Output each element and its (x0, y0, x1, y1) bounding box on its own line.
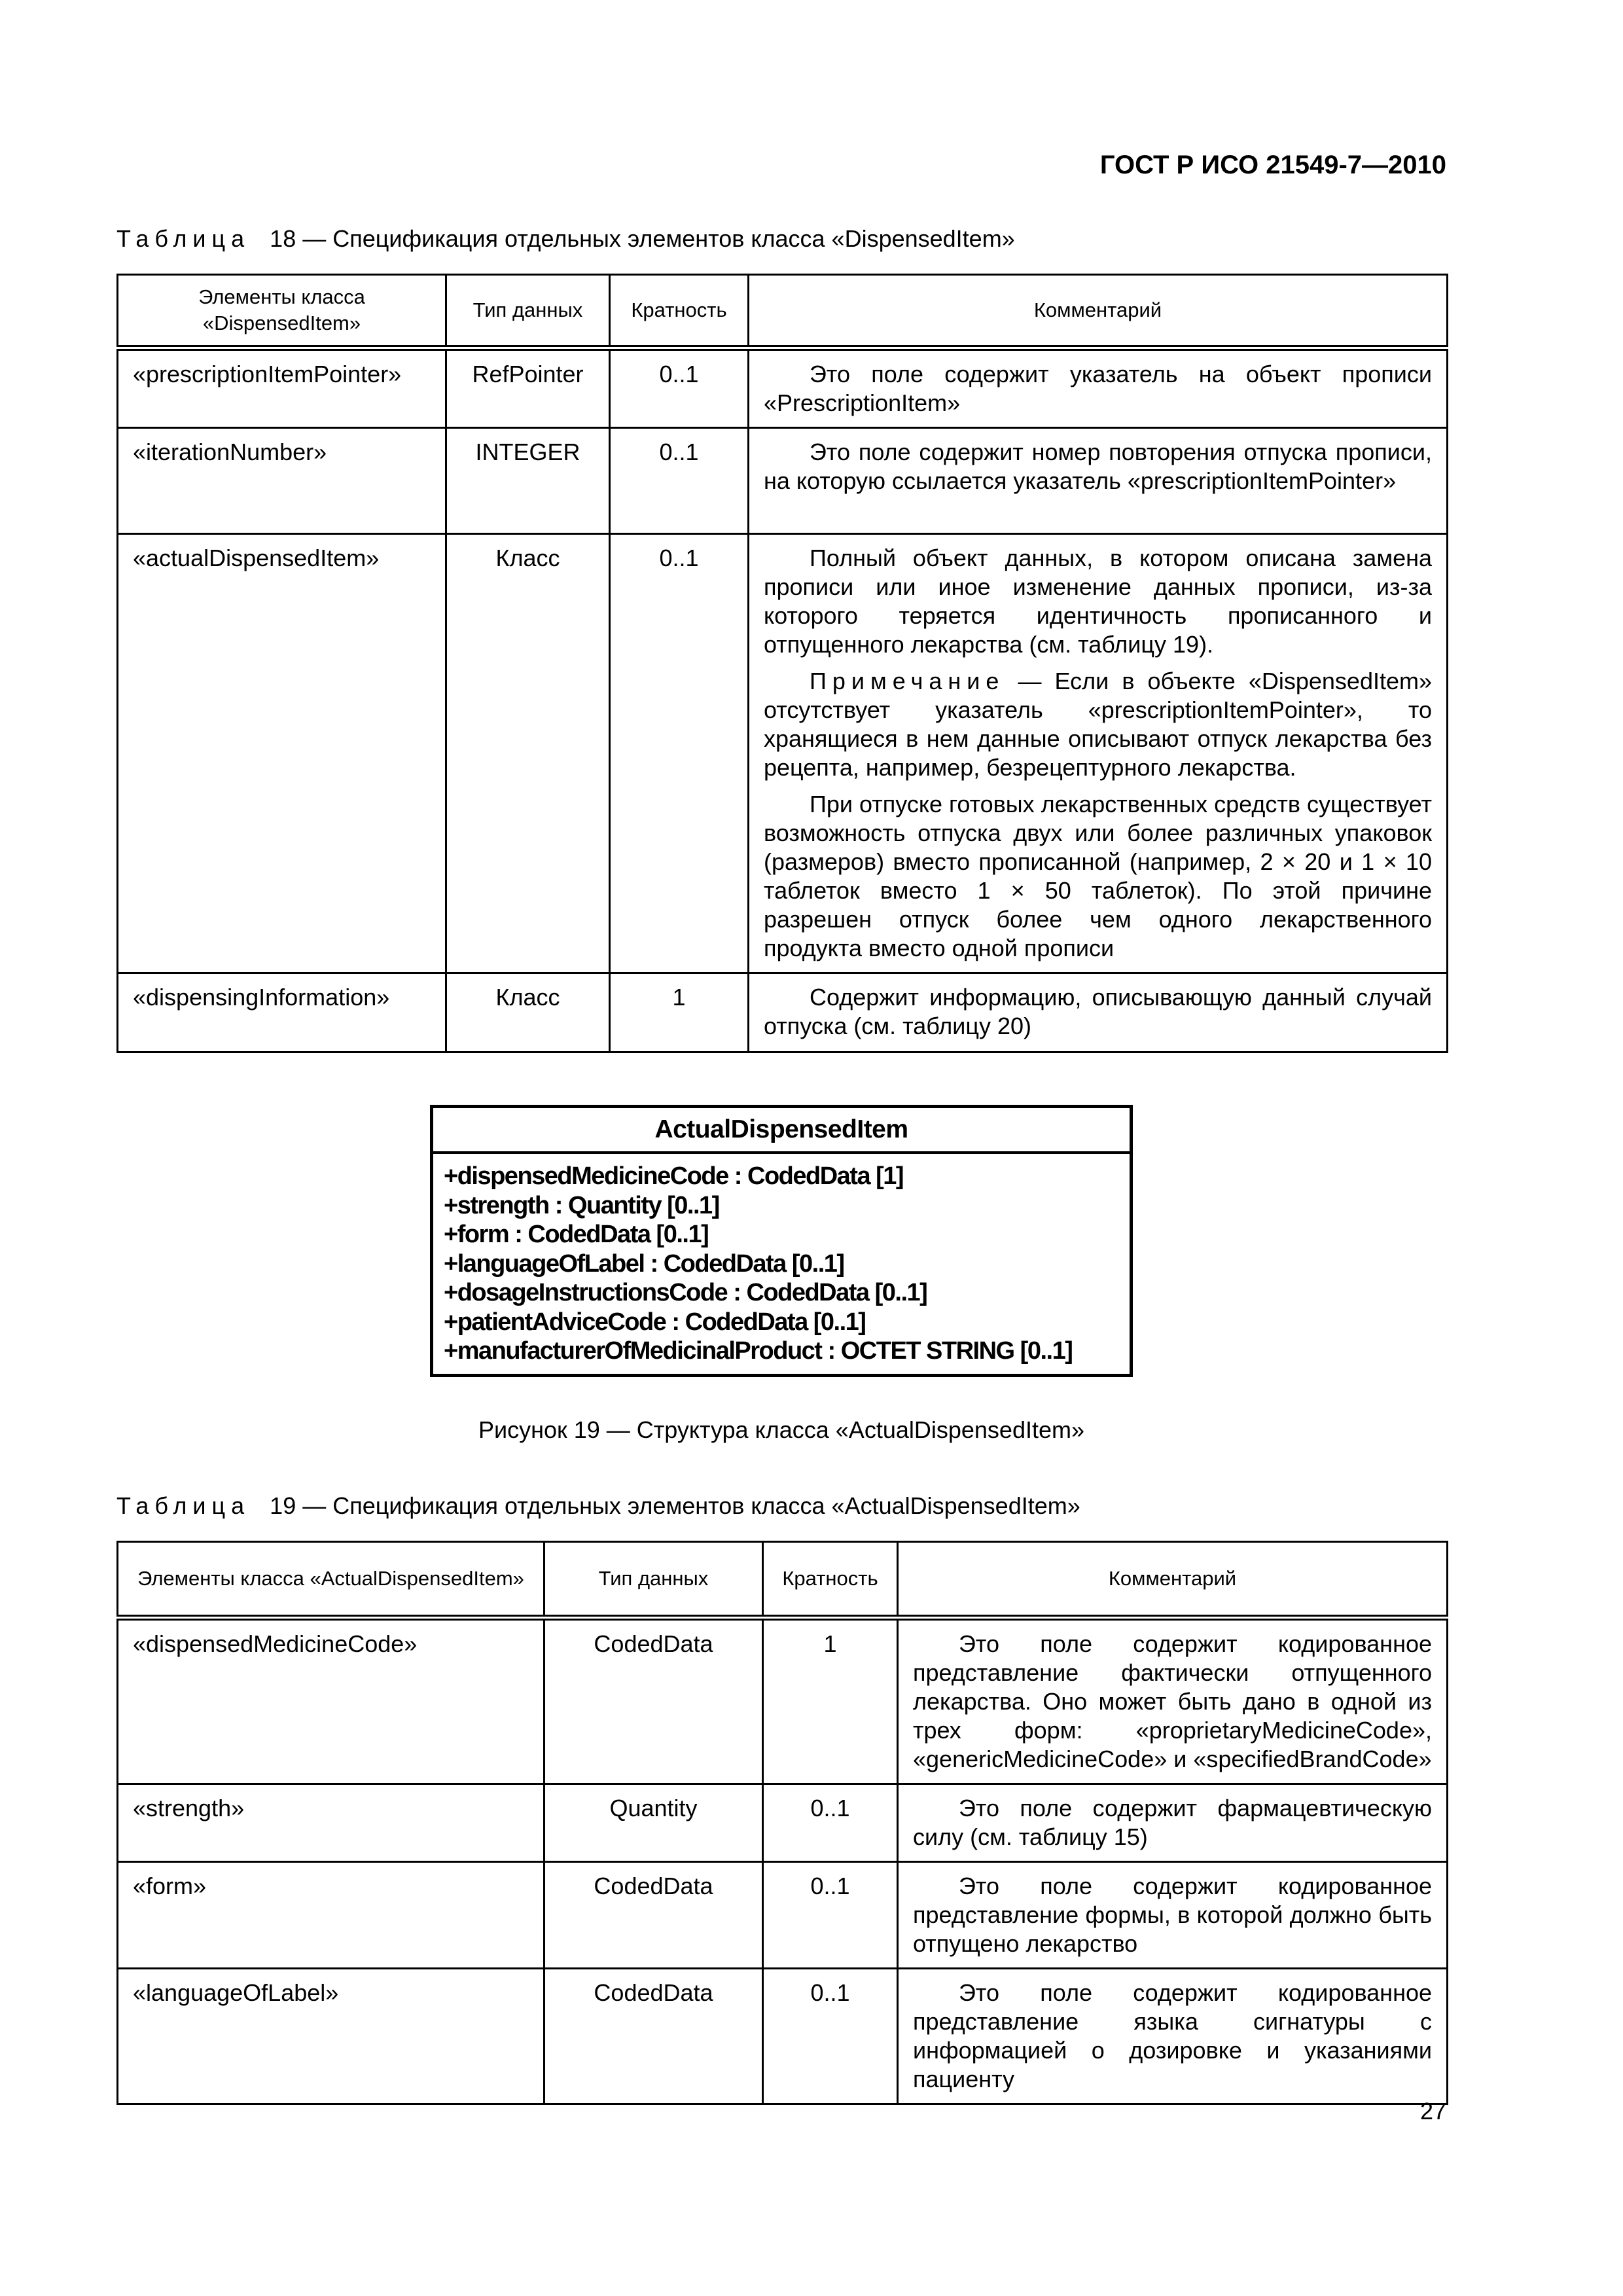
comment-text: Это поле содержит номер повторения отпуска прописи, на которую ссылается указатель «prescriptionItemPointer» (764, 439, 1432, 494)
uml-attribute: +patientAdviceCode : CodedData [0..1] (444, 1308, 866, 1336)
type-cell: Quantity (544, 1784, 763, 1862)
note-label: Примечание (810, 668, 1005, 694)
comment-cell (749, 428, 1448, 534)
table-row (118, 534, 1448, 973)
table-18-caption-text: 18 — Спецификация отдельных элементов класса «DispensedItem» (270, 225, 1015, 252)
comment-cell (749, 973, 1448, 1052)
element-cell: «form» (118, 1862, 544, 1969)
comment-text: Полный объект данных, в котором описана замена прописи или иное изменение данных прописи, из-за которого теряется идентичность прописанного и отпущенного лекарства (см. таблицу 19). (764, 545, 1432, 658)
type-cell: Класс (446, 534, 610, 973)
type-cell: INTEGER (446, 428, 610, 534)
table-18-header-row (118, 275, 1448, 348)
table-19-caption (116, 1491, 1080, 1521)
uml-attribute-list (433, 1154, 1130, 1366)
table-18-caption (116, 224, 1015, 254)
multiplicity-cell: 0..1 (763, 1862, 898, 1969)
multiplicity-cell: 0..1 (763, 1969, 898, 2104)
standard-code: ГОСТ Р ИСО 21549-7—2010 (1099, 151, 1446, 179)
uml-class-name: ActualDispensedItem (433, 1108, 1130, 1154)
uml-attribute: +languageOfLabel : CodedData [0..1] (444, 1249, 844, 1278)
multiplicity-cell: 0..1 (763, 1784, 898, 1862)
comment-cell (898, 1862, 1448, 1969)
figure-19-caption: Рисунок 19 — Структура класса «ActualDispensedItem» (478, 1416, 1085, 1443)
comment-text: Это поле содержит указатель на объект прописи «PrescriptionItem» (764, 361, 1432, 416)
comment-cell (898, 1618, 1448, 1784)
column-header-element: Элементы класса «ActualDispensedItem» (118, 1542, 544, 1618)
column-header-element: Элементы класса «DispensedItem» (118, 275, 446, 348)
table-18 (116, 274, 1448, 1053)
table-19-header-row (118, 1542, 1448, 1618)
element-cell: «prescriptionItemPointer» (118, 348, 446, 428)
column-header-comment: Комментарий (898, 1542, 1448, 1618)
multiplicity-cell: 1 (763, 1618, 898, 1784)
comment-cell (898, 1969, 1448, 2104)
multiplicity-cell: 0..1 (610, 428, 749, 534)
table-row (118, 1969, 1448, 2104)
uml-attribute: +manufacturerOfMedicinalProduct : OCTET STRING [0..1] (444, 1337, 1073, 1365)
comment-text: Это поле содержит фармацевтическую силу (см. таблицу 15) (913, 1795, 1432, 1850)
type-cell: CodedData (544, 1618, 763, 1784)
uml-attribute: +strength : Quantity [0..1] (444, 1191, 719, 1219)
table-row (118, 428, 1448, 534)
table-19 (116, 1541, 1448, 2105)
comment-text: Это поле содержит кодированное представление фактически отпущенного лекарства. Оно может быть дано в одной из трех форм: «proprietaryMedicineCode», «genericMedicineCode» и «specifiedBrandCode» (913, 1630, 1432, 1772)
table-row (118, 973, 1448, 1052)
element-cell: «actualDispensedItem» (118, 534, 446, 973)
element-cell: «iterationNumber» (118, 428, 446, 534)
element-cell: «dispensedMedicineCode» (118, 1618, 544, 1784)
page-number: 27 (1419, 2098, 1446, 2125)
comment-text: Это поле содержит кодированное представление формы, в которой должно быть отпущено лекарство (913, 1873, 1432, 1957)
table-row (118, 1862, 1448, 1969)
column-header-multiplicity: Кратность (610, 275, 749, 348)
element-cell: «strength» (118, 1784, 544, 1862)
table-19-caption-text: 19 — Спецификация отдельных элементов класса «ActualDispensedItem» (270, 1492, 1080, 1519)
comment-text: При отпуске готовых лекарственных средств существует возможность отпуска двух или более различных упаковок (размеров) вместо прописанной (например, 2 × 20 и 1 × 10 таблеток вместо 1 × 50 таблеток). По этой причине разрешен отпуск более чем одного лекарственного продукта вместо одной прописи (764, 791, 1432, 961)
table-row (118, 1784, 1448, 1862)
comment-cell (749, 534, 1448, 973)
uml-attribute: +dispensedMedicineCode : CodedData [1] (444, 1162, 904, 1190)
table-19-caption-word: Таблица (116, 1492, 251, 1519)
table-row (118, 348, 1448, 428)
uml-class-diagram (430, 1105, 1133, 1377)
column-header-comment: Комментарий (749, 275, 1448, 348)
element-cell: «dispensingInformation» (118, 973, 446, 1052)
comment-cell (749, 348, 1448, 428)
type-cell: RefPointer (446, 348, 610, 428)
type-cell: Класс (446, 973, 610, 1052)
uml-attribute: +form : CodedData [0..1] (444, 1221, 709, 1248)
comment-text: Это поле содержит кодированное представление языка сигнатуры с информацией о дозировке и указаниями пациенту (913, 1979, 1432, 2092)
column-header-type: Тип данных (446, 275, 610, 348)
multiplicity-cell: 1 (610, 973, 749, 1052)
table-row (118, 1618, 1448, 1784)
element-cell: «languageOfLabel» (118, 1969, 544, 2104)
column-header-multiplicity: Кратность (763, 1542, 898, 1618)
column-header-type: Тип данных (544, 1542, 763, 1618)
uml-attribute: +dosageInstructionsCode : CodedData [0..1] (444, 1279, 927, 1306)
type-cell: CodedData (544, 1969, 763, 2104)
comment-note: Примечание — Если в объекте «DispensedItem» отсутствует указатель «prescriptionItemPointer», то хранящиеся в нем данные описывают отпуск лекарства без рецепта, например, безрецептурного лекарства. (764, 668, 1432, 781)
multiplicity-cell: 0..1 (610, 348, 749, 428)
comment-cell (898, 1784, 1448, 1862)
multiplicity-cell: 0..1 (610, 534, 749, 973)
table-18-caption-word: Таблица (116, 225, 251, 252)
type-cell: CodedData (544, 1862, 763, 1969)
comment-text: Содержит информацию, описывающую данный случай отпуска (см. таблицу 20) (764, 984, 1432, 1039)
